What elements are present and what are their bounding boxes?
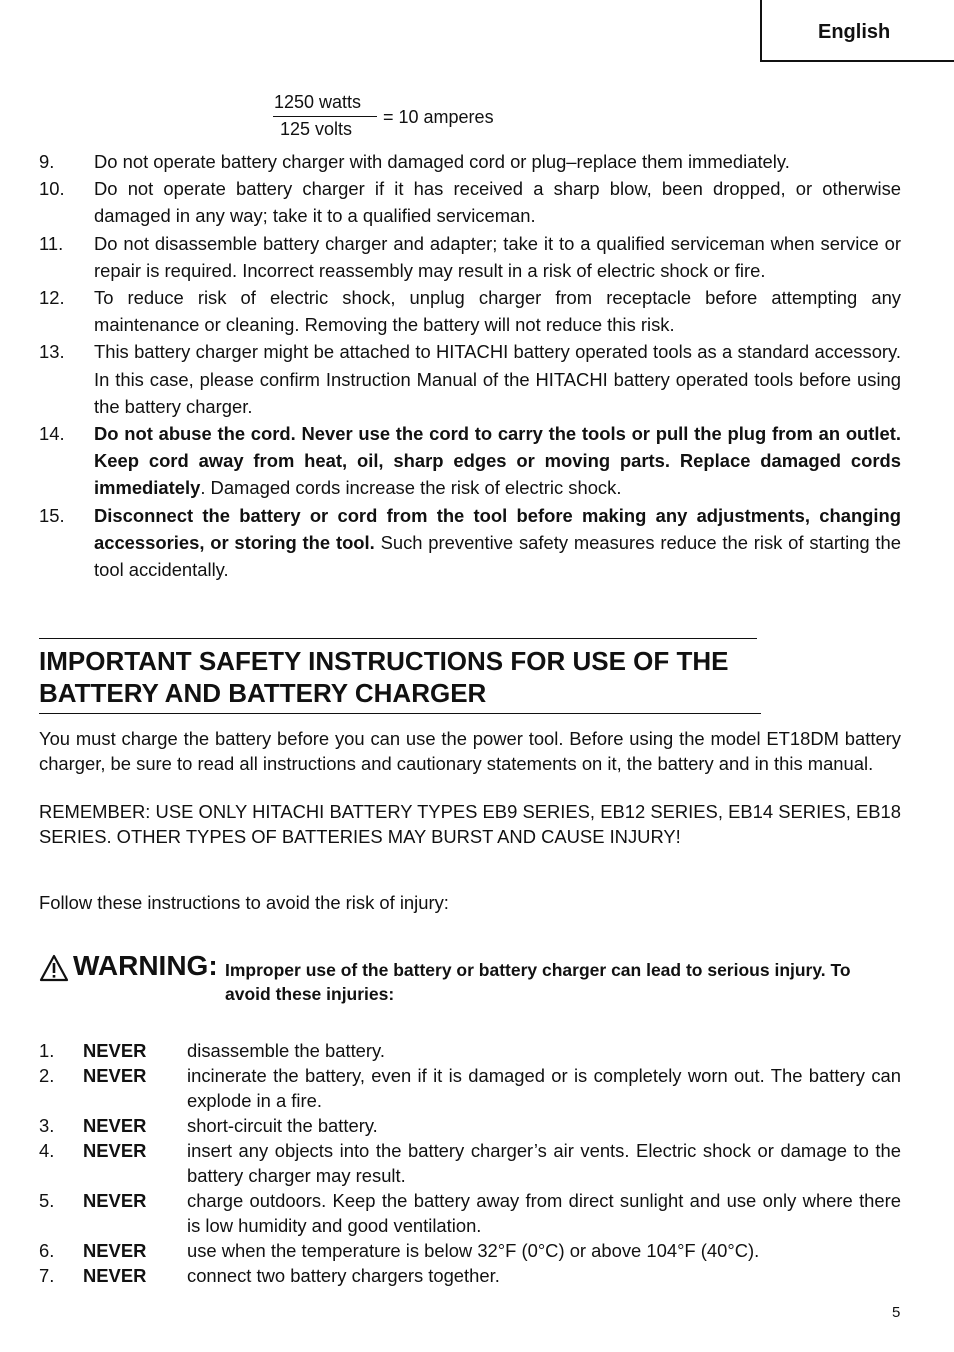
item-text: use when the temperature is below 32°F (0°C) or above 104°F (40°C). [187,1240,760,1261]
list-item [39,1263,901,1288]
item-text: Such preventive safety measures reduce the risk of starting the tool accidentally. [94,531,901,581]
list-item [39,148,901,175]
heading-bottom-rule [39,713,761,714]
list-item [39,338,901,420]
item-number: 3. [39,1115,55,1136]
never-keyword: NEVER [83,1140,147,1161]
item-number: 6. [39,1240,55,1261]
item-number: 12. [39,287,65,309]
list-item [39,1238,901,1263]
item-text: Do not operate battery charger if it has received a sharp blow, been dropped, or otherwise damaged in any way; take it to a qualified serviceman. [94,178,901,227]
heading-top-rule [39,638,757,639]
list-item [39,1138,901,1188]
item-text: Do not operate battery charger with damaged cord or plug–replace them immediately. [94,151,790,172]
warning-text: Improper use of the battery or battery charger can lead to serious injury. To avoid these injuries: [225,960,851,1004]
item-number: 14. [39,423,65,445]
item-text: connect two battery chargers together. [187,1265,500,1286]
remember-paragraph: REMEMBER: USE ONLY HITACHI BATTERY TYPES EB9 SERIES, EB12 SERIES, EB14 SERIES, EB18 SERIES. OTHER TYPES OF BATTERIES MAY BURST AND CAUSE INJURY! [39,801,901,847]
item-number: 2. [39,1065,55,1086]
item-text: . Damaged cords increase the risk of electric shock. [200,477,622,499]
language-tab [760,0,954,62]
never-list [39,1038,901,1288]
never-keyword: NEVER [83,1240,147,1261]
item-number: 1. [39,1040,55,1061]
list-item [39,1188,901,1238]
item-text: short-circuit the battery. [187,1115,378,1136]
list-item [39,1063,901,1113]
item-bold-text: Disconnect the battery or cord from the tool before making any adjustments, changing accessories, or storing the tool. [94,504,901,553]
item-bold-text: Do not abuse the cord. Never use the cord to carry the tools or pull the plug from an outlet. Keep cord away from heat, oil, sharp edges or moving parts. Replace damaged cords immediately [94,423,901,499]
formula-numerator: 1250 watts [274,92,362,112]
item-text: To reduce risk of electric shock, unplug charger from receptacle before attempting any maintenance or cleaning. Removing the battery will not reduce this risk. [94,287,901,336]
follow-paragraph: Follow these instructions to avoid the risk of injury: [39,892,449,913]
item-text: charge outdoors. Keep the battery away from direct sunlight and use only where there is low humidity and good ventilation. [187,1190,901,1236]
never-keyword: NEVER [83,1065,147,1086]
item-text: disassemble the battery. [187,1040,385,1061]
page-number: 5 [892,1304,901,1321]
never-keyword: NEVER [83,1265,147,1286]
list-item [39,420,901,502]
list-item [39,230,901,284]
list-item [39,284,901,338]
amperage-formula [273,92,573,146]
warning-label: WARNING: [73,950,218,981]
formula-result: = 10 amperes [383,107,494,127]
item-text: This battery charger might be attached to HITACHI battery operated tools as a standard accessory. In this case, please confirm Instruction Manual of the HITACHI battery operated tools before using the battery charger. [94,341,901,417]
item-number: 13. [39,341,65,363]
item-text: Do not disassemble battery charger and adapter; take it to a qualified serviceman when service or repair is required. Incorrect reassembly may result in a risk of electric shock or fire. [94,232,901,281]
formula-denominator: 125 volts [280,119,353,139]
list-item [39,175,901,229]
language-label: English [818,21,891,43]
item-text: insert any objects into the battery charger’s air vents. Electric shock or damage to the battery charger may result. [187,1140,901,1186]
list-item [39,1113,901,1138]
section-heading [39,645,779,709]
fraction-bar [273,116,377,117]
list-item [39,502,901,584]
charger-safety-list [39,148,901,583]
item-number: 4. [39,1140,55,1161]
never-keyword: NEVER [83,1040,147,1061]
warning-triangle-icon [39,954,69,982]
item-number: 15. [39,504,65,526]
warning-block [39,950,901,1010]
item-number: 9. [39,151,55,172]
heading-line-1: IMPORTANT SAFETY INSTRUCTIONS FOR USE OF THE [39,646,729,676]
item-number: 5. [39,1190,55,1211]
intro-paragraph: You must charge the battery before you can use the power tool. Before using the model ET18DM battery charger, be sure to read all instructions and cautionary statements on it, the battery and in this manual. [39,728,901,774]
list-item [39,1038,901,1063]
item-number: 11. [39,232,64,254]
never-keyword: NEVER [83,1115,147,1136]
heading-line-2: BATTERY AND BATTERY CHARGER [39,678,487,708]
never-keyword: NEVER [83,1190,147,1211]
item-text: incinerate the battery, even if it is damaged or is completely worn out. The battery can explode in a fire. [187,1065,901,1111]
item-number: 7. [39,1265,55,1286]
item-number: 10. [39,178,65,200]
